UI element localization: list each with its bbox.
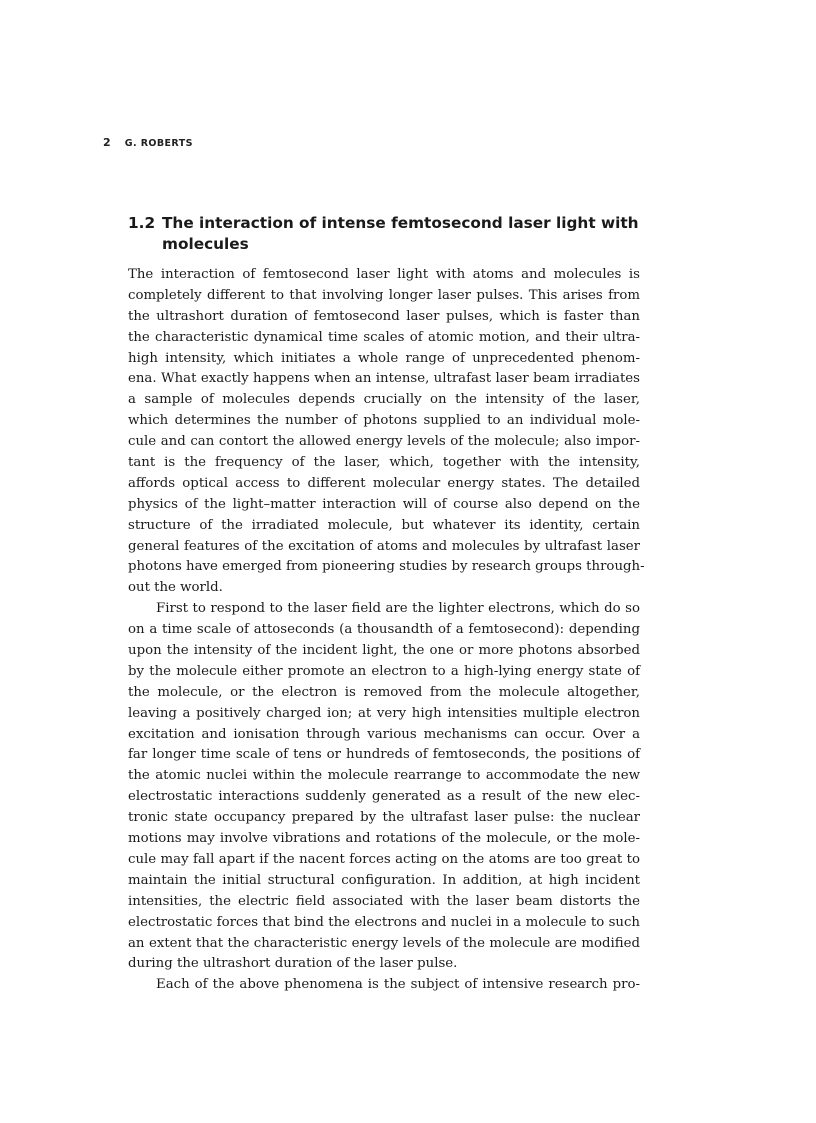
- paragraph-1: [128, 265, 645, 599]
- text-line: affords optical access to different molecular energy states. The detailed: [128, 475, 640, 491]
- text-line: structure of the irradiated molecule, but whatever its identity, certain: [128, 517, 640, 533]
- text-line: physics of the light–matter interaction will of course also depend on the: [128, 496, 640, 512]
- text-line: the molecule, or the electron is removed from the molecule altogether,: [128, 684, 640, 700]
- text-line: out the world.: [128, 580, 223, 596]
- paragraph-3: [128, 975, 640, 996]
- text-line: the ultrashort duration of femtosecond laser pulses, which is faster than: [128, 308, 640, 324]
- text-line: leaving a positively charged ion; at very high intensities multiple electron: [128, 705, 640, 721]
- text-line: intensities, the electric field associated with the laser beam distorts the: [128, 893, 640, 909]
- text-line: First to respond to the laser field are the lighter electrons, which do so: [156, 601, 640, 617]
- text-line: completely different to that involving longer laser pulses. This arises from: [128, 287, 640, 303]
- text-line: general features of the excitation of atoms and molecules by ultrafast laser: [128, 538, 640, 554]
- text-line: upon the intensity of the incident light, the one or more photons absorbed: [128, 643, 640, 659]
- text-line: during the ultrashort duration of the laser pulse.: [128, 956, 458, 972]
- text-line: electrostatic interactions suddenly generated as a result of the new elec-: [128, 789, 640, 805]
- text-line: electrostatic forces that bind the electrons and nuclei in a molecule to such: [128, 914, 640, 930]
- section-title: The interaction of intense femtosecond laser light with molecules: [162, 214, 639, 253]
- text-line: far longer time scale of tens or hundreds of femtoseconds, the positions of: [128, 747, 640, 763]
- text-line: ena. What exactly happens when an intense, ultrafast laser beam irradiates: [128, 371, 640, 387]
- text-line: cule and can contort the allowed energy levels of the molecule; also impor-: [128, 434, 640, 450]
- text-line: on a time scale of attoseconds (a thousandth of a femtosecond): depending: [128, 622, 640, 638]
- text-line: cule may fall apart if the nacent forces acting on the atoms are too great to: [128, 851, 640, 867]
- text-line: an extent that the characteristic energy levels of the molecule are modified: [128, 935, 640, 951]
- text-line: tant is the frequency of the laser, which, together with the intensity,: [128, 455, 640, 471]
- text-line: Each of the above phenomena is the subject of intensive research pro-: [156, 977, 640, 993]
- body-text: [128, 265, 645, 996]
- text-line: the atomic nuclei within the molecule rearrange to accommodate the new: [128, 768, 640, 784]
- section-number: 1.2: [128, 214, 156, 232]
- text-line: tronic state occupancy prepared by the ultrafast laser pulse: the nuclear: [128, 810, 640, 826]
- text-line: a sample of molecules depends crucially on the intensity of the laser,: [128, 392, 640, 408]
- text-line: high intensity, which initiates a whole range of unprecedented phenom-: [128, 350, 640, 366]
- text-line: motions may involve vibrations and rotations of the molecule, or the mole-: [128, 831, 640, 847]
- text-line: by the molecule either promote an electron to a high-lying energy state of: [128, 663, 640, 679]
- running-head-author: G. ROBERTS: [124, 138, 193, 149]
- text-line: The interaction of femtosecond laser light with atoms and molecules is: [128, 267, 640, 282]
- text-line: maintain the initial structural configuration. In addition, at high incident: [128, 872, 640, 888]
- text-line: which determines the number of photons supplied to an individual mole-: [128, 413, 640, 429]
- text-line: excitation and ionisation through various mechanisms can occur. Over a: [128, 726, 640, 742]
- page-number: 2: [103, 136, 112, 149]
- paragraph-2: [128, 599, 640, 975]
- text-line: photons have emerged from pioneering studies by research groups through-: [128, 559, 645, 575]
- text-line: the characteristic dynamical time scales of atomic motion, and their ultra-: [128, 329, 640, 345]
- section-heading: [128, 213, 648, 255]
- running-head: [103, 136, 193, 149]
